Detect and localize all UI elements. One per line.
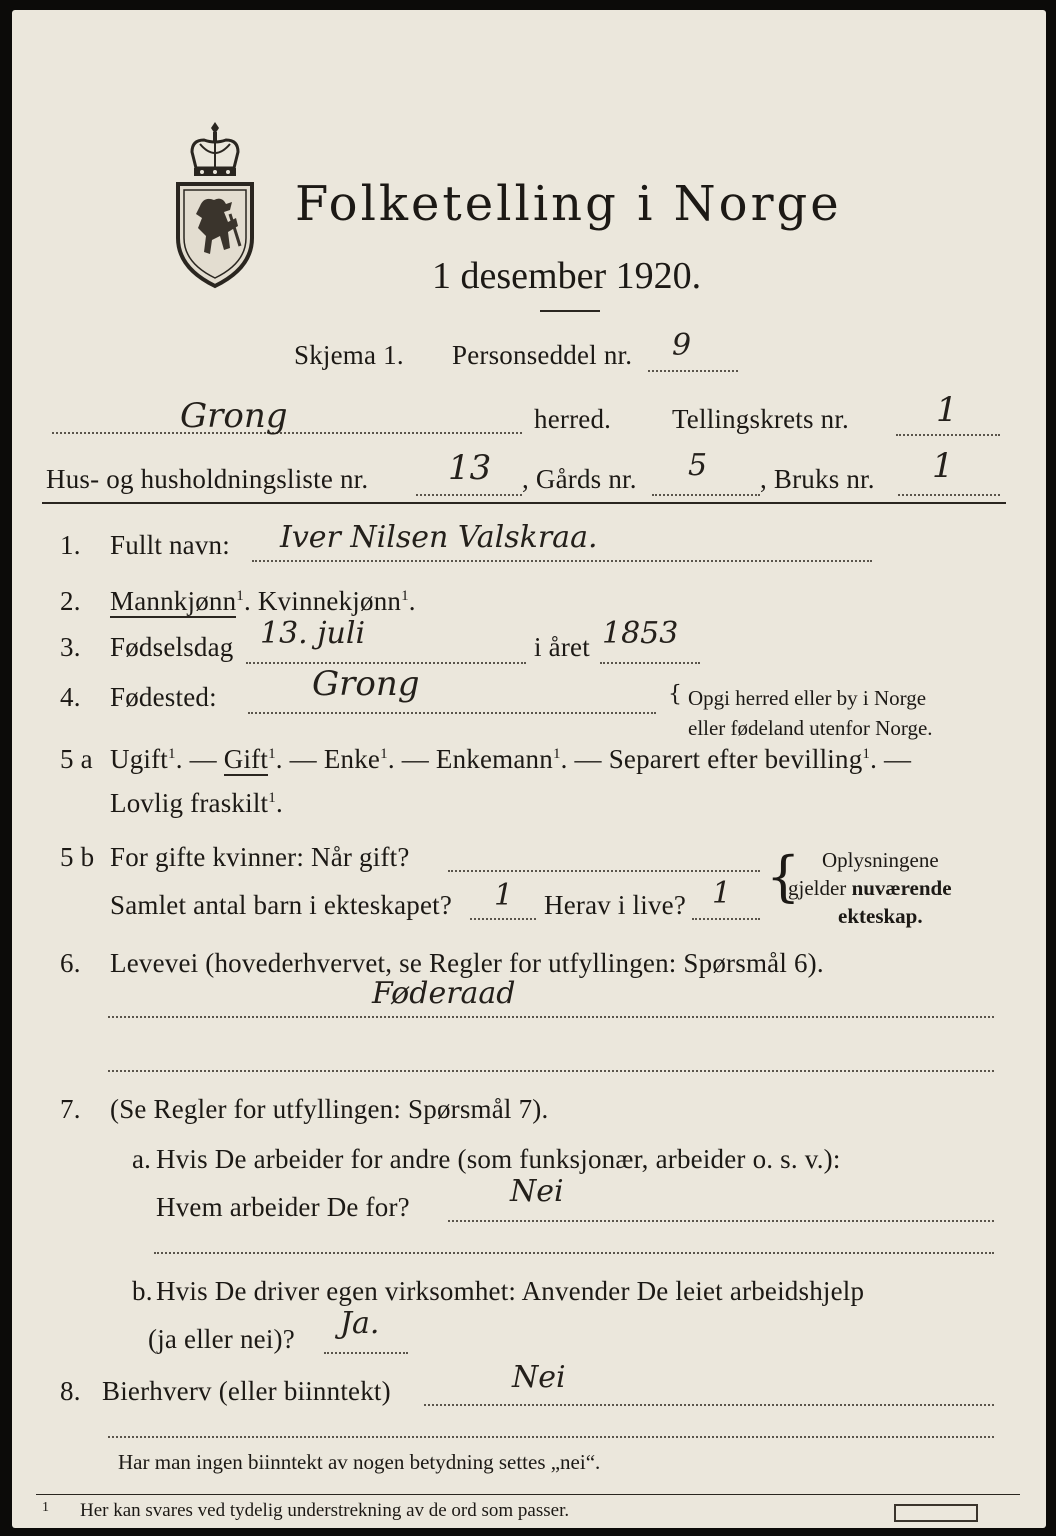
end-dash: . — <box>870 744 912 774</box>
q5b-label-married: For gifte kvinner: Når gift? <box>110 842 410 872</box>
q3-label: Fødselsdag <box>110 632 234 662</box>
gards-label: , Gårds nr. <box>522 464 637 494</box>
q5b-note-1: Oplysningene <box>822 848 939 872</box>
q1-line <box>252 560 872 562</box>
q7a-line-extra <box>154 1252 994 1254</box>
personseddel-label: Personseddel nr. <box>452 340 633 370</box>
full-name-value[interactable]: Iver Nilsen Valskraa. <box>280 520 598 555</box>
q2-opt1-sup: 1 <box>236 588 244 604</box>
q2-opt1-tail: . <box>244 586 251 616</box>
status-ugift[interactable]: Ugift <box>110 744 168 774</box>
birthday-value[interactable]: 13. juli <box>260 616 366 651</box>
sup: 1 <box>380 746 388 762</box>
q8-line-extra <box>108 1436 994 1438</box>
q7a-line <box>448 1220 994 1222</box>
q5a-options <box>110 744 911 775</box>
q2-opt2-tail: . <box>408 586 416 616</box>
side-income-value[interactable]: Nei <box>512 1360 566 1395</box>
herred-value[interactable]: Grong <box>180 396 288 436</box>
q5b-label-children: Samlet antal barn i ekteskapet? <box>110 890 453 920</box>
status-fraskilt[interactable]: Lovlig fraskilt <box>110 788 269 818</box>
footer-note: Har man ingen biinntekt av nogen betydning settes „nei“. <box>118 1450 601 1474</box>
census-form <box>12 10 1046 1528</box>
q2-number: 2. <box>60 586 81 616</box>
census-date: 1 desember 1920. <box>432 255 702 297</box>
bruks-label: , Bruks nr. <box>760 464 875 494</box>
q1-label: Fullt navn: <box>110 530 230 560</box>
q7a-line-1: Hvis De arbeider for andre (som funksjonær, arbeider o. s. v.): <box>156 1144 841 1174</box>
q5b-number: 5 b <box>60 842 95 872</box>
personseddel-line <box>648 370 738 372</box>
q3-number: 3. <box>60 632 81 662</box>
header-separator <box>42 502 1006 504</box>
children-count-value[interactable]: 1 <box>494 878 514 913</box>
sup: 1 <box>168 746 176 762</box>
status-enke[interactable]: Enke <box>323 744 381 774</box>
q7-label: (Se Regler for utfyllingen: Spørsmål 7). <box>110 1094 549 1124</box>
status-enkemann[interactable]: Enkemann <box>435 744 553 774</box>
q5b-alive-line <box>692 918 760 920</box>
q1-number: 1. <box>60 530 81 560</box>
sep: . — <box>175 744 224 774</box>
q5b-bracket: { <box>766 845 801 908</box>
q6-label: Levevei (hovederhvervet, se Regler for utfyllingen: Spørsmål 6). <box>110 948 824 978</box>
tellingskrets-line <box>896 434 1000 436</box>
hus-value[interactable]: 13 <box>448 448 492 488</box>
norway-coat-of-arms-icon <box>170 118 260 290</box>
q7b-line-2: (ja eller nei)? <box>148 1324 295 1354</box>
hired-help-value[interactable]: Ja. <box>340 1306 380 1341</box>
sup: 1 <box>862 746 871 762</box>
q2-options <box>110 586 416 617</box>
bruks-line <box>898 494 1000 496</box>
printer-stamp <box>894 1504 978 1522</box>
sup: 1 <box>268 746 276 762</box>
q7a-letter: a. <box>132 1144 152 1174</box>
footnote-number: 1 <box>42 1500 49 1515</box>
q5b-note-2b: nuværende <box>851 876 952 900</box>
herred-label: herred. <box>534 404 612 434</box>
status-separert[interactable]: Separert efter bevilling <box>608 744 863 774</box>
q5b-note-2 <box>788 876 952 901</box>
sup: 1 <box>268 790 276 806</box>
footnote-text: Her kan svares ved tydelig understrekning av de ord som passer. <box>80 1500 570 1521</box>
q8-number: 8. <box>60 1376 81 1406</box>
children-alive-value[interactable]: 1 <box>712 876 732 911</box>
sep: . — <box>387 744 436 774</box>
sep: . — <box>560 744 609 774</box>
q5b-married-line <box>448 870 760 872</box>
employer-value[interactable]: Nei <box>510 1174 564 1209</box>
schema-label: Skjema 1. <box>294 340 404 370</box>
q2-opt2-sup: 1 <box>401 588 409 604</box>
q7b-line-1: Hvis De driver egen virksomhet: Anvender De leiet arbeidshjelp <box>156 1276 865 1306</box>
q8-line <box>424 1404 994 1406</box>
q4-note-2: eller fødeland utenfor Norge. <box>688 716 933 740</box>
sup: 1 <box>552 746 561 762</box>
q8-label: Bierhverv (eller biinntekt) <box>102 1376 391 1406</box>
sex-option-female[interactable]: Kvinnekjønn <box>257 586 402 616</box>
q5b-note-2a: gjelder <box>788 876 847 900</box>
status-gift[interactable]: Gift <box>223 744 269 774</box>
hus-label: Hus- og husholdningsliste nr. <box>46 464 369 494</box>
q7a-line-2: Hvem arbeider De for? <box>156 1192 410 1222</box>
form-title: Folketelling i Norge <box>295 176 842 232</box>
q5b-label-alive: Herav i live? <box>544 890 687 920</box>
q5b-note-3: ekteskap. <box>838 904 923 928</box>
q5b-children-line <box>470 918 536 920</box>
q6-line-1 <box>108 1016 994 1018</box>
q3-year-label: i året <box>534 632 590 662</box>
q7b-line <box>324 1352 408 1354</box>
birth-year-value[interactable]: 1853 <box>602 616 679 651</box>
bruks-value[interactable]: 1 <box>932 446 954 486</box>
title-divider <box>540 310 600 312</box>
occupation-value[interactable]: Føderaad <box>372 976 516 1011</box>
q6-number: 6. <box>60 948 81 978</box>
hus-line <box>416 494 522 496</box>
q4-note-1: Opgi herred eller by i Norge <box>688 686 927 710</box>
q7-number: 7. <box>60 1094 81 1124</box>
end-dot: . <box>275 788 283 818</box>
q5a-number: 5 a <box>60 744 93 774</box>
q4-number: 4. <box>60 682 81 712</box>
gards-value[interactable]: 5 <box>688 448 708 483</box>
q4-line <box>248 712 656 714</box>
personseddel-value[interactable]: 9 <box>672 328 692 363</box>
q6-line-2 <box>108 1070 994 1072</box>
footer-divider <box>36 1494 1020 1495</box>
q5a-line-2 <box>110 788 283 819</box>
q4-label: Fødested: <box>110 682 217 712</box>
sep: . — <box>275 744 324 774</box>
tellingskrets-value[interactable]: 1 <box>936 390 958 430</box>
birthplace-value[interactable]: Grong <box>312 664 420 704</box>
q3-year-line <box>600 662 700 664</box>
gards-line <box>652 494 760 496</box>
q7b-letter: b. <box>132 1276 153 1306</box>
tellingskrets-label: Tellingskrets nr. <box>672 404 849 434</box>
q4-bracket: { <box>668 682 682 707</box>
sex-option-male[interactable]: Mannkjønn <box>110 586 237 616</box>
